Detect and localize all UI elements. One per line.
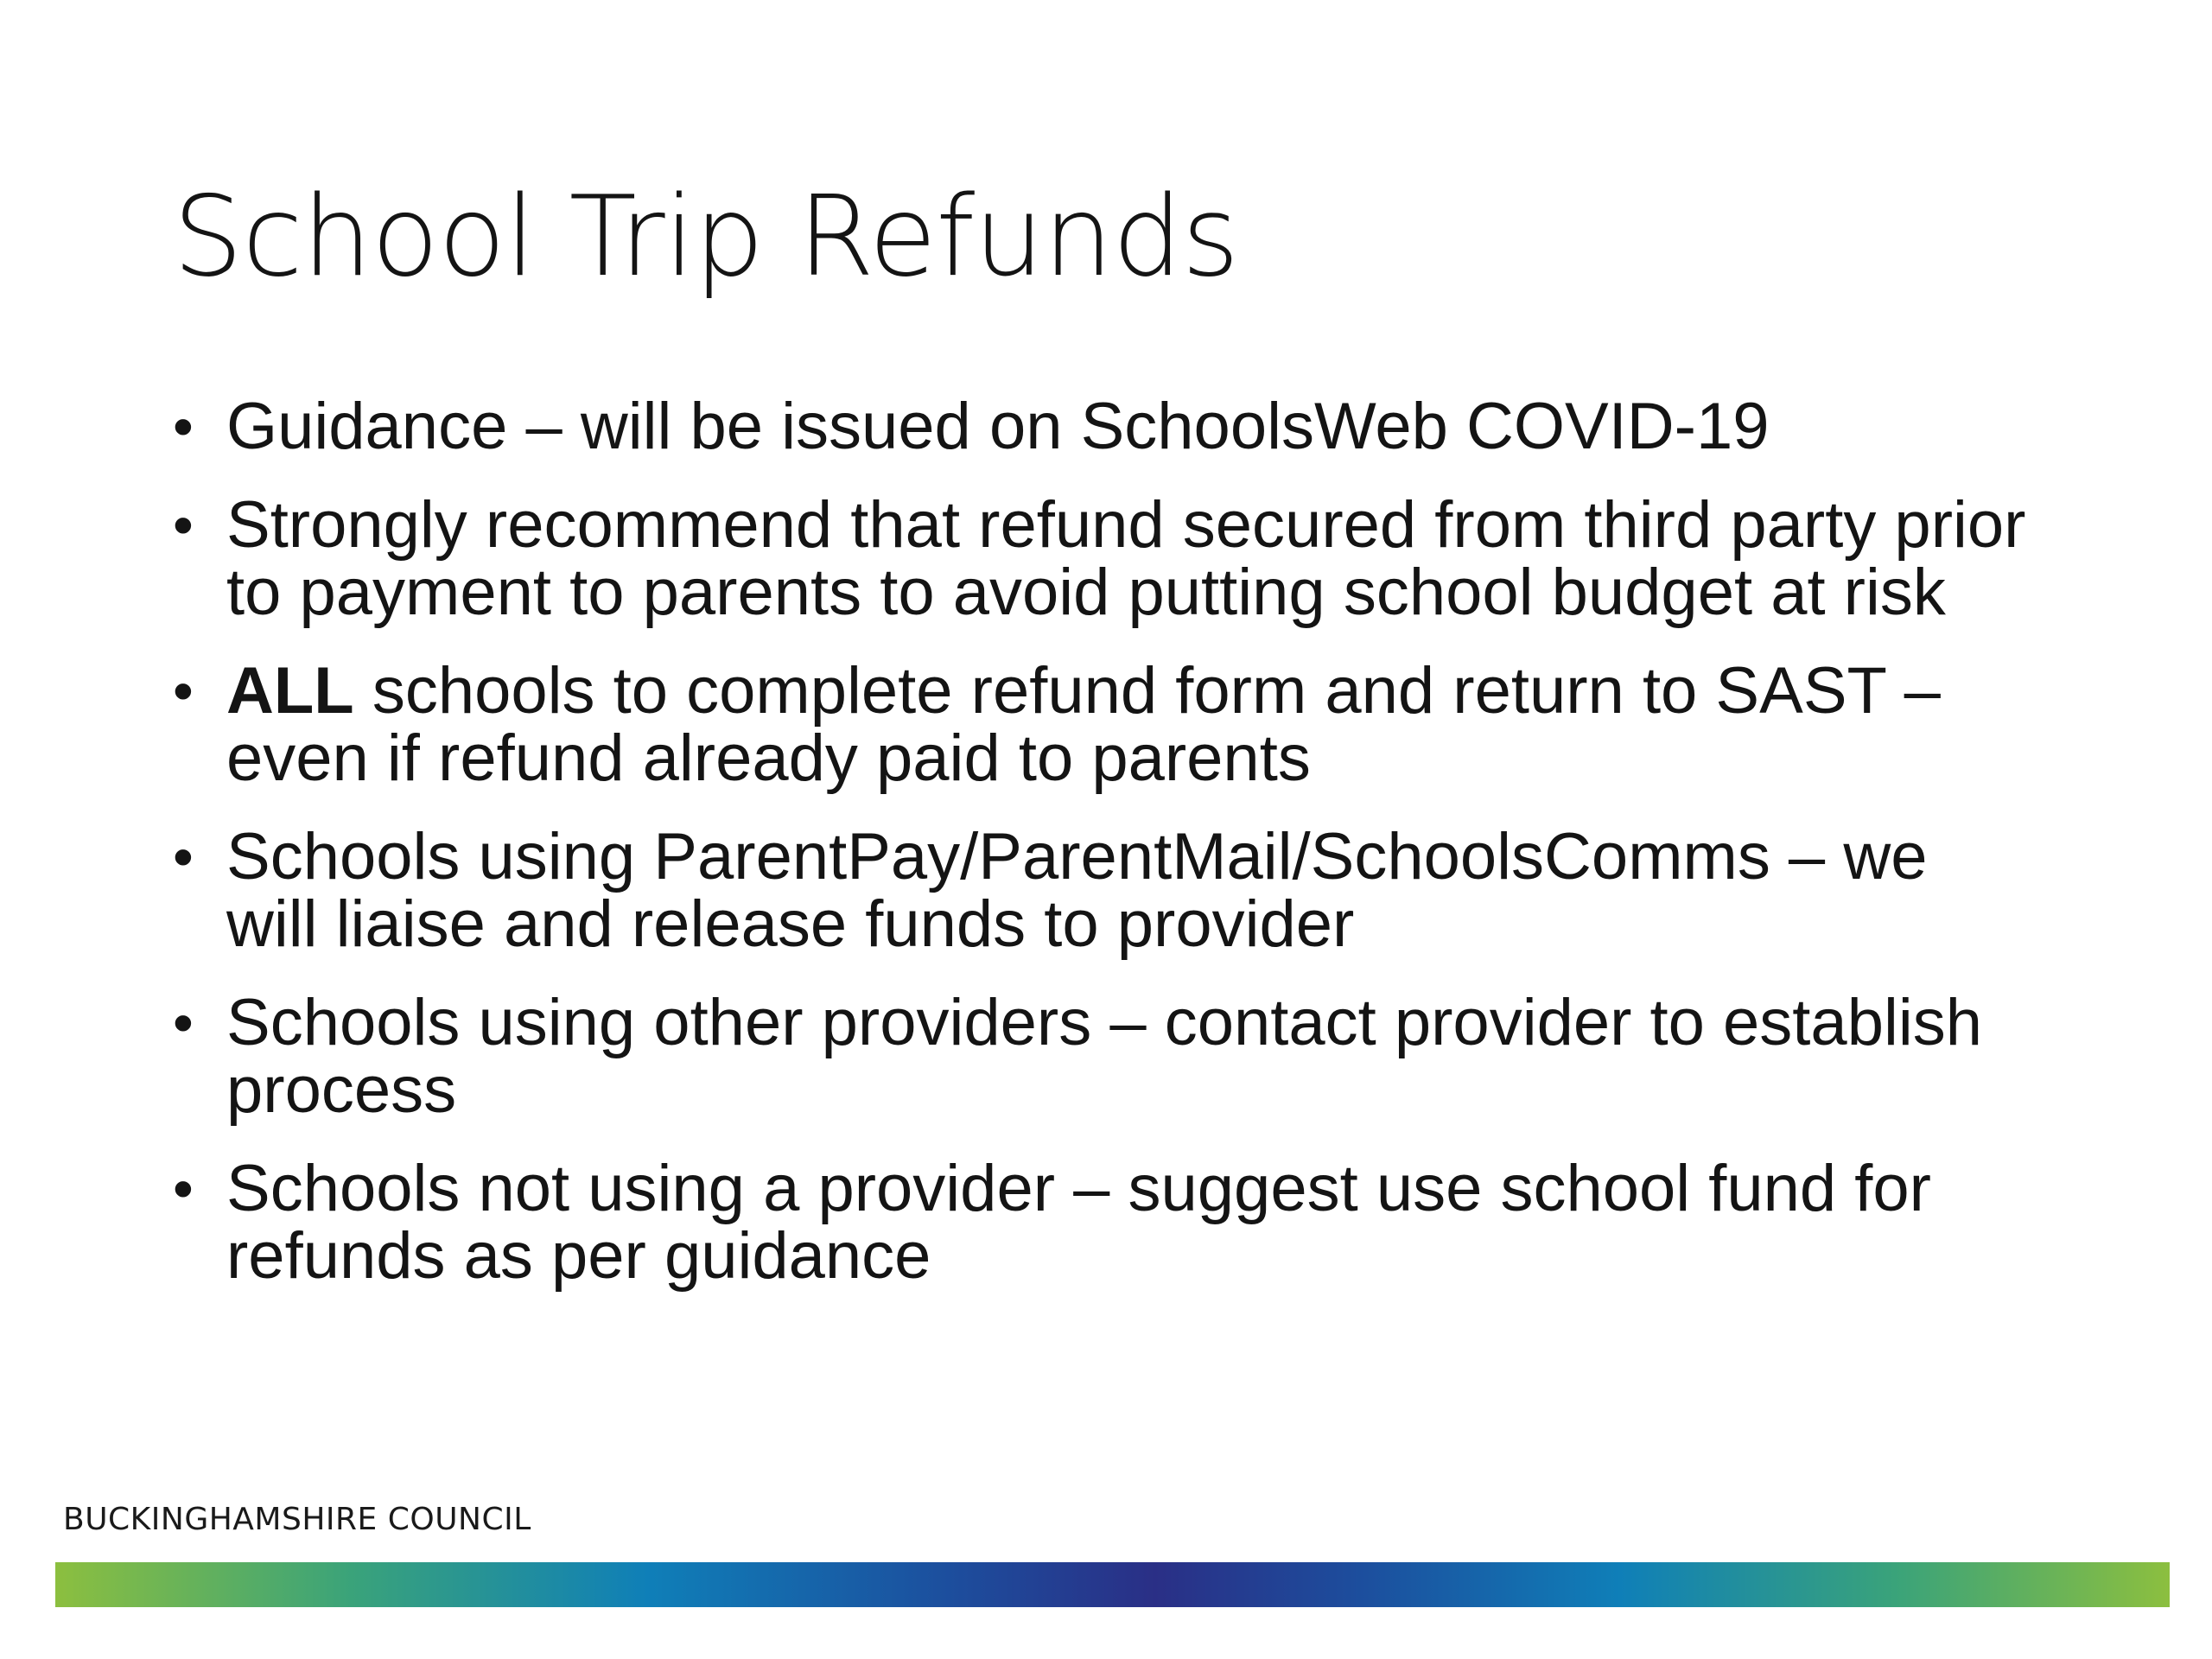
bullet-text: schools to complete refund form and return to SAST – even if refund already paid to parents bbox=[226, 654, 1941, 795]
bullet-icon: • bbox=[173, 658, 194, 724]
bullet-item bbox=[173, 390, 2031, 463]
bullet-item bbox=[173, 986, 2031, 1127]
bullet-item bbox=[173, 820, 2031, 961]
bullet-icon: • bbox=[173, 1156, 194, 1222]
bullet-item bbox=[173, 654, 2031, 795]
bullet-text: Strongly recommend that refund secured from third party prior to payment to parents to avoid putting school budget at risk bbox=[226, 488, 2026, 629]
bullet-item bbox=[173, 488, 2031, 629]
bullet-item bbox=[173, 1152, 2031, 1293]
bullet-text: Guidance – will be issued on SchoolsWeb COVID-19 bbox=[226, 390, 1770, 463]
bullet-text: Schools not using a provider – suggest use school fund for refunds as per guidance bbox=[226, 1152, 1931, 1293]
bullet-list bbox=[173, 390, 2031, 1321]
bullet-text: Schools using ParentPay/ParentMail/SchoolsComms – we will liaise and release funds to provider bbox=[226, 820, 1928, 961]
bullet-text: Schools using other providers – contact provider to establish process bbox=[226, 986, 1982, 1127]
slide-title: School Trip Refunds bbox=[173, 173, 1239, 302]
footer-organization: BUCKINGHAMSHIRE COUNCIL bbox=[63, 1502, 531, 1537]
bullet-icon: • bbox=[173, 824, 194, 890]
bullet-bold-word: ALL bbox=[226, 654, 354, 728]
bullet-icon: • bbox=[173, 493, 194, 558]
bullet-icon: • bbox=[173, 990, 194, 1056]
bullet-icon: • bbox=[173, 394, 194, 460]
footer-gradient-bar bbox=[55, 1562, 2170, 1607]
